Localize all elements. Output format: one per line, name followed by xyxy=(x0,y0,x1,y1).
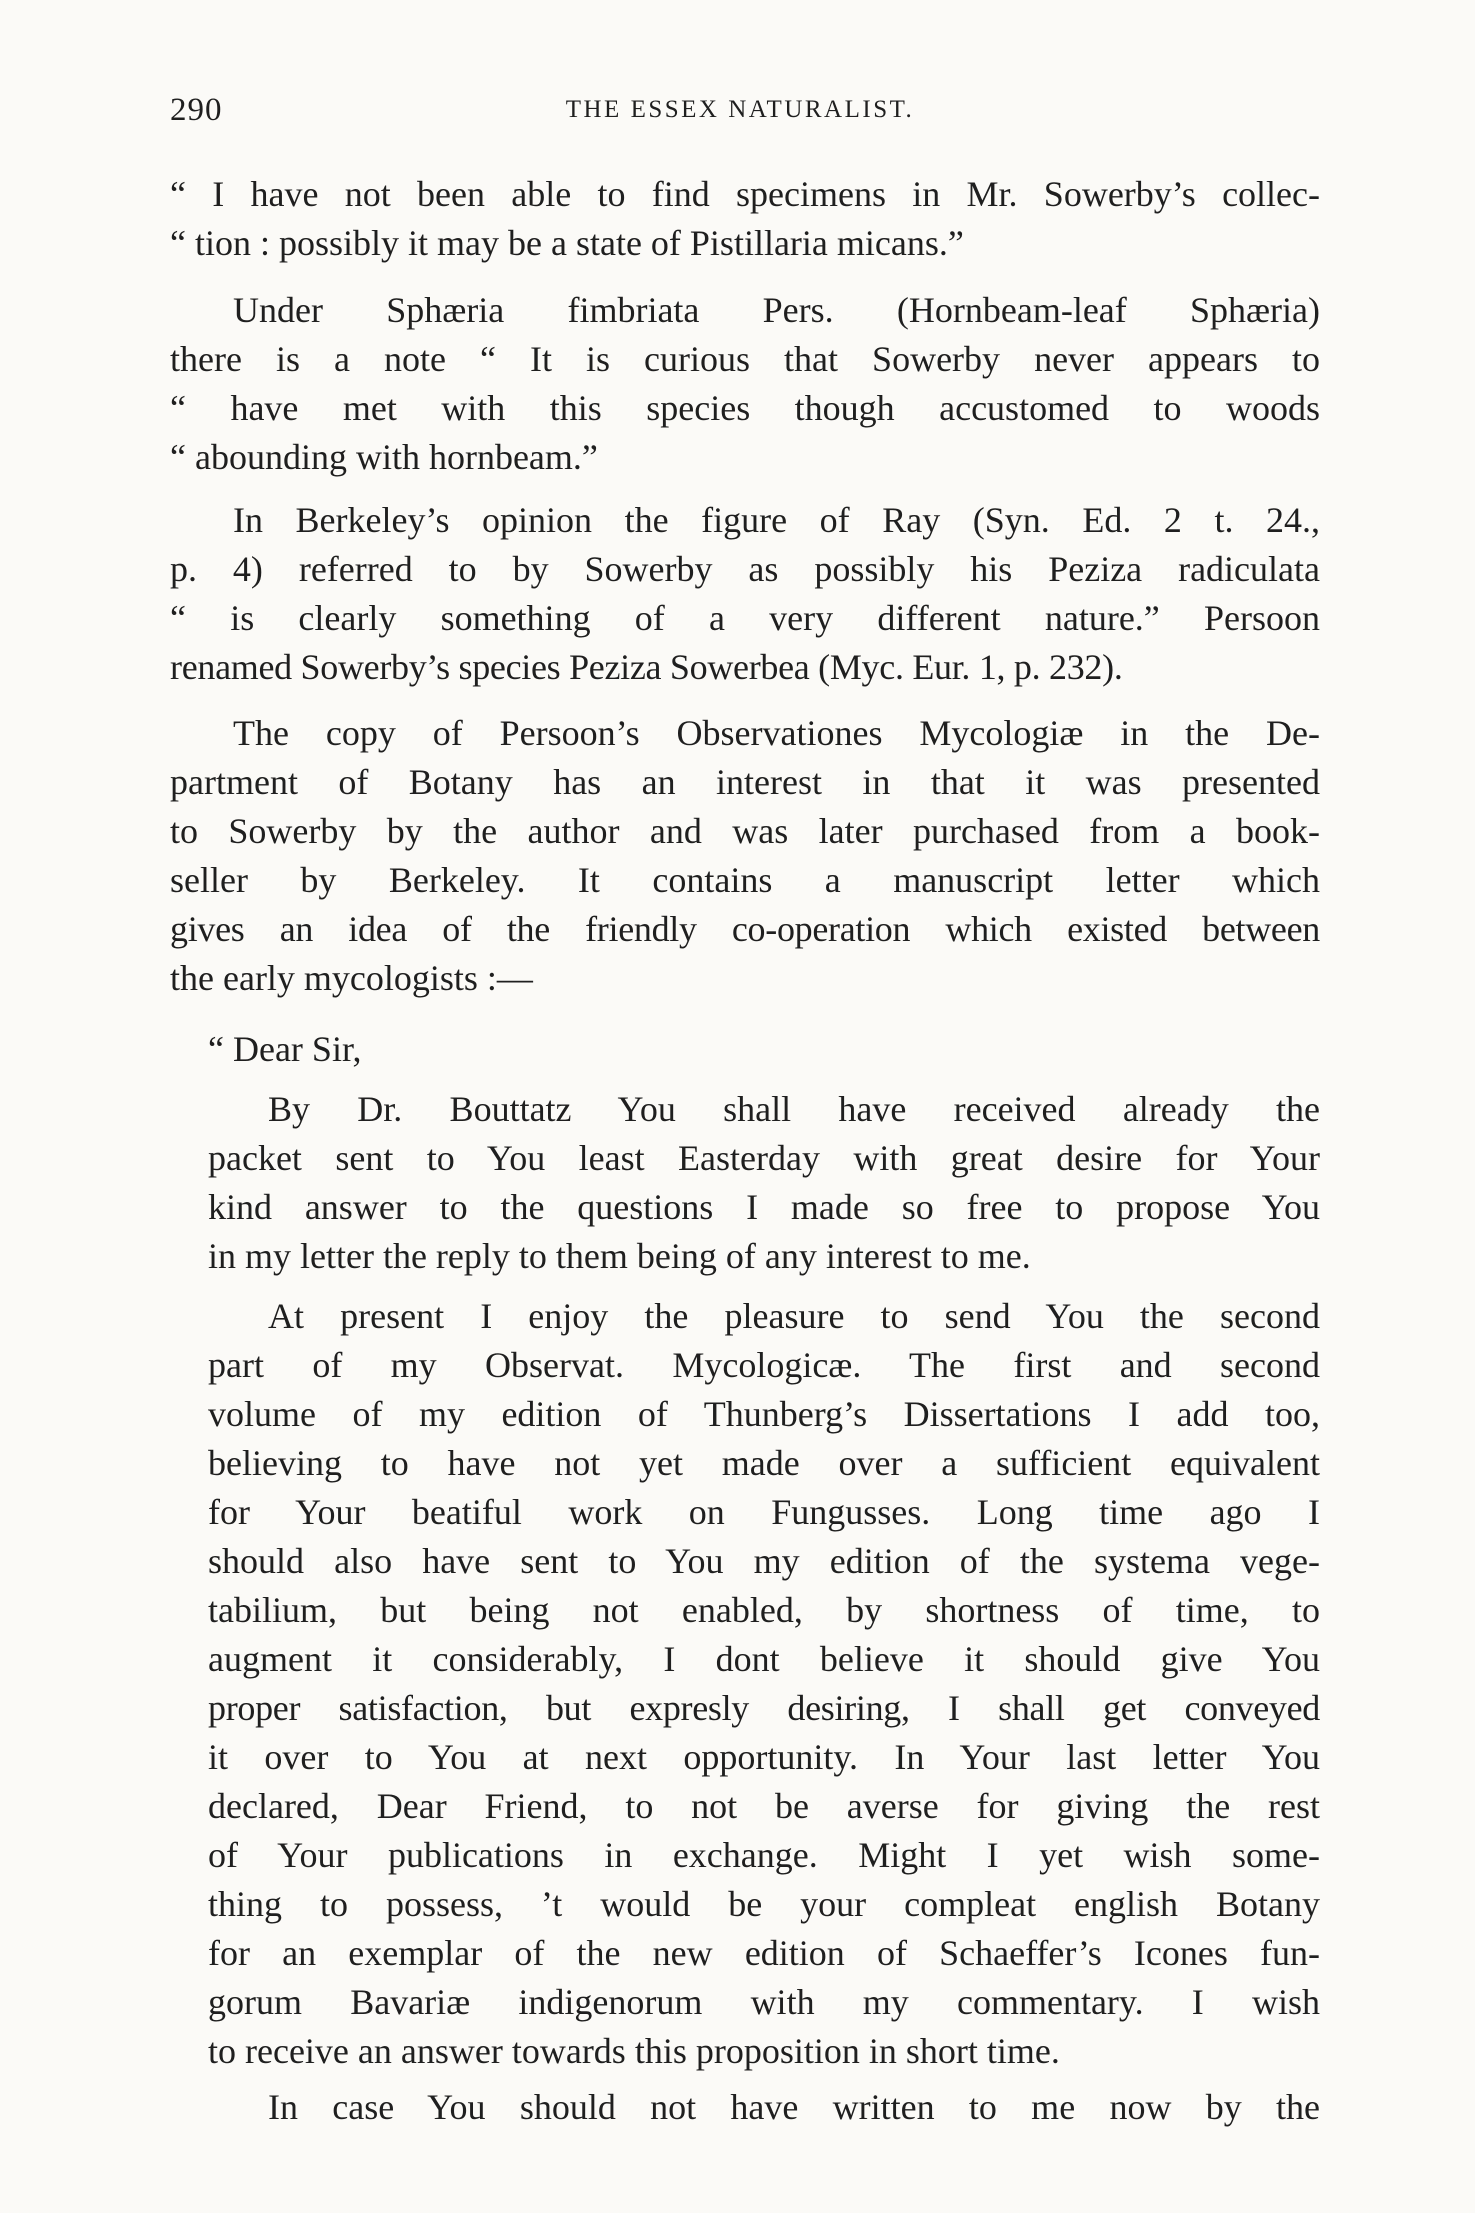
text-line: part of my Observat. Mycologicæ. The first and second xyxy=(208,1345,1320,1385)
text-line: “ have met with this species though accustomed to woods xyxy=(170,388,1320,428)
page-header xyxy=(170,92,1310,132)
text-line: seller by Berkeley. It contains a manuscript letter which xyxy=(170,860,1320,900)
text-line: “ abounding with hornbeam.” xyxy=(170,437,598,477)
text-line: kind answer to the questions I made so free to propose You xyxy=(208,1187,1320,1227)
text-line: gorum Bavariæ indigenorum with my commentary. I wish xyxy=(208,1982,1320,2022)
text-line: Under Sphæria fimbriata Pers. (Hornbeam-leaf Sphæria) xyxy=(233,290,1320,330)
text-line: for Your beatiful work on Fungusses. Long time ago I xyxy=(208,1492,1320,1532)
text-line: partment of Botany has an interest in that it was presented xyxy=(170,762,1320,802)
text-line: At present I enjoy the pleasure to send You the second xyxy=(268,1296,1320,1336)
text-line: there is a note “ It is curious that Sowerby never appears to xyxy=(170,339,1320,379)
text-line: gives an idea of the friendly co-operation which existed between xyxy=(170,909,1320,949)
text-line: packet sent to You least Easterday with great desire for Your xyxy=(208,1138,1320,1178)
text-line: should also have sent to You my edition of the systema vege- xyxy=(208,1541,1320,1581)
text-line: “ Dear Sir, xyxy=(208,1029,362,1069)
text-line: of Your publications in exchange. Might I yet wish some- xyxy=(208,1835,1320,1875)
text-line: “ I have not been able to find specimens in Mr. Sowerby’s collec- xyxy=(170,174,1320,214)
text-line: p. 4) referred to by Sowerby as possibly his Peziza radiculata xyxy=(170,549,1320,589)
text-line: to Sowerby by the author and was later purchased from a book- xyxy=(170,811,1320,851)
text-line: for an exemplar of the new edition of Schaeffer’s Icones fun- xyxy=(208,1933,1320,1973)
text-line: thing to possess, ’t would be your compleat english Botany xyxy=(208,1884,1320,1924)
text-line: In case You should not have written to me now by the xyxy=(268,2087,1320,2127)
text-line: augment it considerably, I dont believe it should give You xyxy=(208,1639,1320,1679)
text-line: proper satisfaction, but expresly desiring, I shall get conveyed xyxy=(208,1688,1320,1728)
text-line: volume of my edition of Thunberg’s Dissertations I add too, xyxy=(208,1394,1320,1434)
text-line: to receive an answer towards this proposition in short time. xyxy=(208,2031,1060,2071)
text-line: “ tion : possibly it may be a state of Pistillaria micans.” xyxy=(170,223,964,263)
page-number: 290 xyxy=(170,92,223,128)
text-line: The copy of Persoon’s Observationes Mycologiæ in the De- xyxy=(233,713,1320,753)
text-line: the early mycologists :— xyxy=(170,958,533,998)
text-line: in my letter the reply to them being of any interest to me. xyxy=(208,1236,1031,1276)
text-line: believing to have not yet made over a sufficient equivalent xyxy=(208,1443,1320,1483)
text-line: renamed Sowerby’s species Peziza Sowerbea (Myc. Eur. 1, p. 232). xyxy=(170,647,1123,687)
text-line: it over to You at next opportunity. In Your last letter You xyxy=(208,1737,1320,1777)
text-line: “ is clearly something of a very different nature.” Persoon xyxy=(170,598,1320,638)
text-line: declared, Dear Friend, to not be averse for giving the rest xyxy=(208,1786,1320,1826)
running-title: THE ESSEX NATURALIST. xyxy=(565,96,915,123)
text-line: tabilium, but being not enabled, by shortness of time, to xyxy=(208,1590,1320,1630)
text-line: In Berkeley’s opinion the figure of Ray (Syn. Ed. 2 t. 24., xyxy=(233,500,1320,540)
text-line: By Dr. Bouttatz You shall have received already the xyxy=(268,1089,1320,1129)
